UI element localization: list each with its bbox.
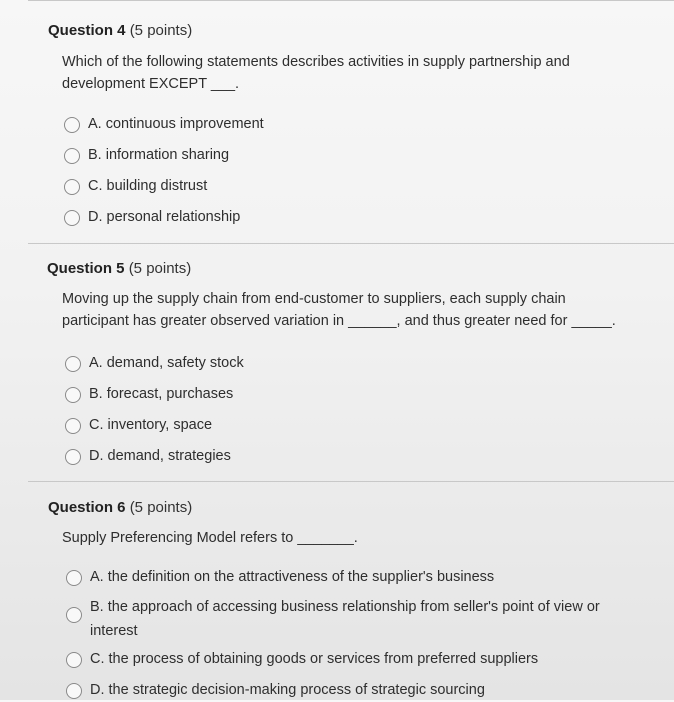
option-label: D. personal relationship	[88, 209, 241, 225]
radio-button[interactable]	[66, 683, 82, 699]
q6-option-c[interactable]	[66, 650, 538, 671]
question-number: Question 6	[48, 499, 126, 516]
option-label: D. demand, strategies	[89, 448, 231, 464]
option-label: A. continuous improvement	[88, 116, 264, 132]
question-6-prompt	[62, 527, 652, 549]
radio-button[interactable]	[65, 387, 81, 403]
question-5-prompt	[62, 288, 662, 332]
option-label: B. forecast, purchases	[89, 386, 234, 402]
question-4-prompt	[62, 51, 652, 95]
radio-button[interactable]	[65, 449, 81, 465]
prompt-line: Which of the following statements describes activities in supply partnership and	[62, 54, 570, 70]
prompt-line: participant has greater observed variation in ______, and thus greater need for _____.	[62, 313, 616, 329]
q5-option-c[interactable]	[65, 416, 212, 437]
question-points: (5 points)	[129, 499, 193, 516]
q6-option-d[interactable]	[66, 681, 485, 702]
option-label: C. the process of obtaining goods or services from preferred suppliers	[90, 651, 539, 667]
radio-button[interactable]	[66, 607, 82, 623]
q4-option-b[interactable]	[64, 146, 229, 167]
radio-button[interactable]	[66, 570, 82, 586]
q4-option-a[interactable]	[64, 115, 264, 136]
q6-option-b[interactable]	[66, 598, 646, 643]
radio-button[interactable]	[65, 418, 81, 434]
radio-button[interactable]	[64, 148, 80, 164]
q5-option-a[interactable]	[65, 354, 244, 375]
option-label: D. the strategic decision-making process of strategic sourcing	[90, 682, 485, 698]
q4-option-d[interactable]	[64, 208, 240, 229]
question-divider	[28, 243, 674, 244]
question-6-title	[48, 499, 192, 516]
radio-button[interactable]	[64, 179, 80, 195]
option-label: B. information sharing	[88, 147, 230, 163]
question-divider	[28, 481, 674, 482]
prompt-line: Moving up the supply chain from end-customer to suppliers, each supply chain	[62, 291, 566, 307]
top-divider	[28, 0, 674, 1]
question-number: Question 5	[47, 260, 125, 277]
q5-option-d[interactable]	[65, 447, 231, 468]
option-label: B. the approach of accessing business relationship from seller's point of view or interest	[90, 599, 600, 639]
question-4-title	[48, 22, 192, 39]
option-label: A. demand, safety stock	[89, 355, 244, 371]
q6-option-a[interactable]	[66, 568, 494, 589]
question-5-title	[47, 260, 191, 277]
option-label: C. inventory, space	[89, 417, 213, 433]
prompt-line: development EXCEPT ___.	[62, 76, 240, 92]
question-number: Question 4	[48, 22, 126, 39]
radio-button[interactable]	[64, 210, 80, 226]
q5-option-b[interactable]	[65, 385, 233, 406]
question-points: (5 points)	[129, 22, 193, 39]
question-points: (5 points)	[128, 260, 192, 277]
q4-option-c[interactable]	[64, 177, 207, 198]
radio-button[interactable]	[66, 652, 82, 668]
option-label: A. the definition on the attractiveness of the supplier's business	[90, 569, 495, 585]
radio-button[interactable]	[64, 117, 80, 133]
option-label: C. building distrust	[88, 178, 208, 194]
prompt-line: Supply Preferencing Model refers to _______.	[62, 530, 358, 546]
radio-button[interactable]	[65, 356, 81, 372]
